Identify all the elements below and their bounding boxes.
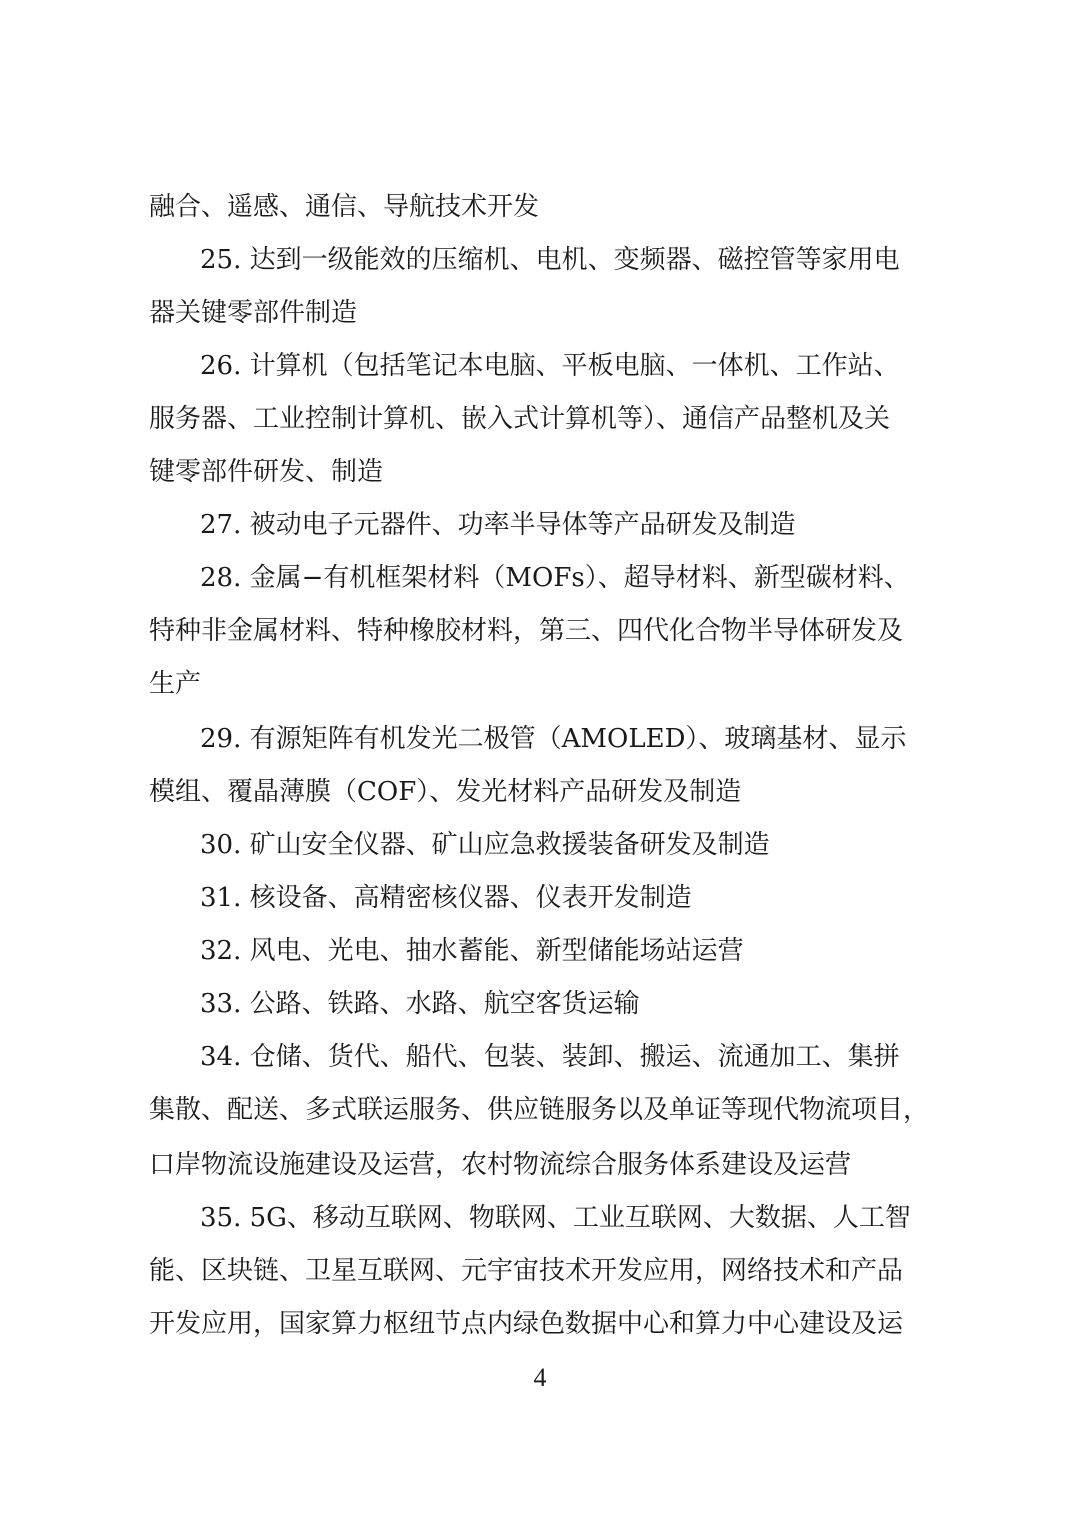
text-line: 28. 金属−有机框架材料（MOFs）、超导材料、新型碳材料、	[200, 563, 910, 593]
text-line: 特种非金属材料、特种橡胶材料，第三、四代化合物半导体研发及	[149, 616, 904, 646]
text-line: 能、区块链、卫星互联网、元宇宙技术开发应用，网络技术和产品	[149, 1256, 904, 1286]
page-number: 4	[533, 1363, 547, 1392]
text-line: 开发应用，国家算力枢纽节点内绿色数据中心和算力中心建设及运	[149, 1309, 904, 1339]
text-line: 30. 矿山安全仪器、矿山应急救援装备研发及制造	[200, 830, 770, 860]
text-line: 服务器、工业控制计算机、嵌入式计算机等）、通信产品整机及关	[149, 404, 891, 434]
text-line: 口岸物流设施建设及运营，农村物流综合服务体系建设及运营	[149, 1150, 852, 1180]
text-line: 33. 公路、铁路、水路、航空客货运输	[200, 989, 640, 1019]
text-line: 35. 5G、移动互联网、物联网、工业互联网、大数据、人工智	[200, 1203, 911, 1233]
text-line: 32. 风电、光电、抽水蓄能、新型储能场站运营	[200, 936, 744, 966]
text-line: 模组、覆晶薄膜（COF）、发光材料产品研发及制造	[149, 777, 742, 807]
text-line: 器关键零部件制造	[149, 298, 358, 328]
text-line: 27. 被动电子元器件、功率半导体等产品研发及制造	[200, 510, 796, 540]
text-line: 26. 计算机（包括笔记本电脑、平板电脑、一体机、工作站、	[200, 351, 900, 381]
text-line: 31. 核设备、高精密核仪器、仪表开发制造	[200, 883, 692, 913]
text-line: 29. 有源矩阵有机发光二极管（AMOLED）、玻璃基材、显示	[200, 724, 907, 754]
text-line: 25. 达到一级能效的压缩机、电机、变频器、磁控管等家用电	[200, 245, 900, 275]
text-line: 融合、遥感、通信、导航技术开发	[149, 192, 540, 222]
text-line: 键零部件研发、制造	[149, 457, 384, 487]
text-line: 集散、配送、多式联运服务、供应链服务以及单证等现代物流项目，	[149, 1095, 930, 1125]
text-line: 生产	[149, 669, 202, 699]
text-line: 34. 仓储、货代、船代、包装、装卸、搬运、流通加工、集拼	[200, 1042, 900, 1072]
